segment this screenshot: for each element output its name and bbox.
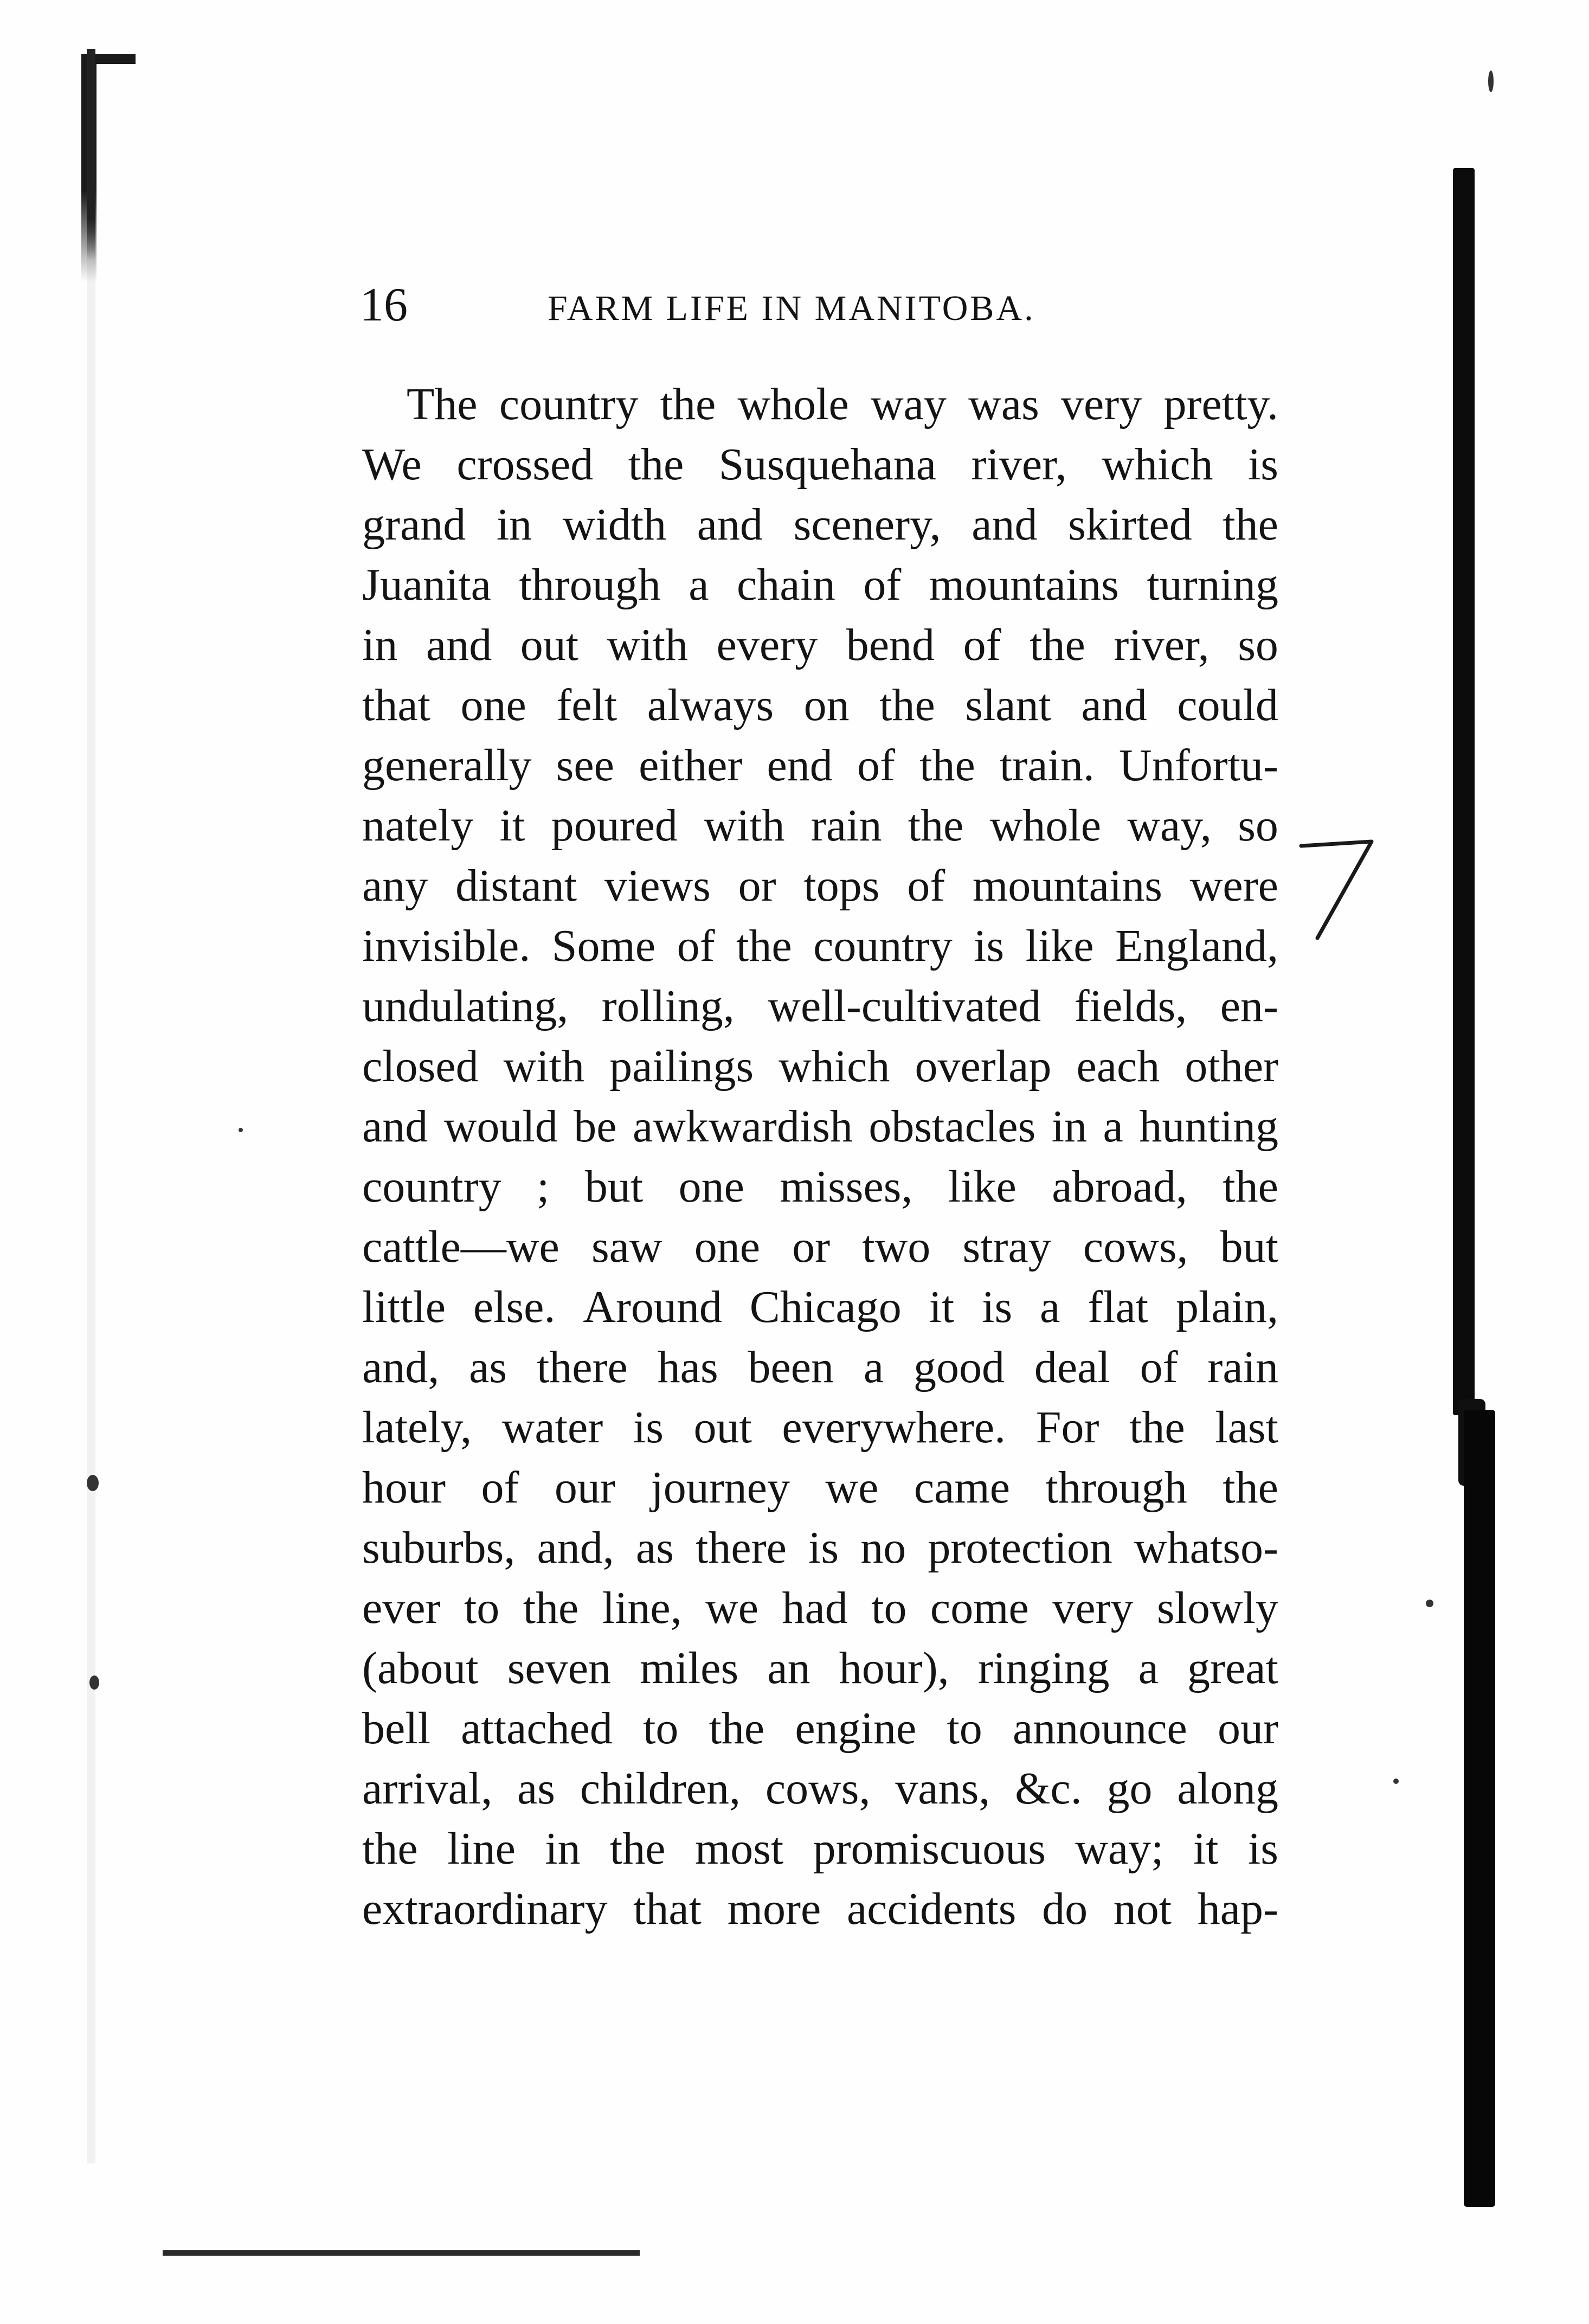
word: &c. xyxy=(1015,1763,1082,1814)
word: attached xyxy=(461,1703,613,1754)
word: and, xyxy=(537,1523,614,1573)
word: rolling, xyxy=(601,981,735,1031)
word: were xyxy=(1189,861,1278,911)
word: a xyxy=(863,1342,884,1392)
word: seven xyxy=(507,1643,611,1693)
word: invisible. xyxy=(362,921,531,971)
word: been xyxy=(748,1342,834,1392)
word: the xyxy=(1223,1161,1278,1212)
scan-bottom-edge xyxy=(163,2250,640,2256)
word: rain xyxy=(1207,1342,1278,1392)
word: country xyxy=(813,921,953,971)
word: to xyxy=(947,1703,982,1754)
text-line xyxy=(362,1036,1278,1096)
word: like xyxy=(1025,921,1094,971)
text-line xyxy=(362,1758,1278,1819)
word: obstacles xyxy=(869,1101,1036,1152)
word: slowly xyxy=(1156,1583,1278,1633)
word: the xyxy=(1223,1462,1278,1513)
scan-gutter-shadow xyxy=(1453,168,1475,1415)
word: whole xyxy=(989,800,1102,851)
word: one xyxy=(460,680,526,730)
page-number: 16 xyxy=(360,279,408,331)
word: line, xyxy=(602,1583,682,1633)
word: which xyxy=(1102,439,1213,490)
word: closed xyxy=(362,1041,479,1092)
word: everywhere. xyxy=(782,1402,1006,1453)
word: with xyxy=(503,1041,584,1092)
word: the xyxy=(362,1824,418,1874)
word: as xyxy=(635,1523,674,1573)
word: width xyxy=(562,499,667,550)
text-line xyxy=(362,1397,1278,1458)
word: on xyxy=(803,680,850,730)
scan-gutter-shadow xyxy=(1464,1410,1495,2207)
word: of xyxy=(907,861,945,911)
word: would xyxy=(443,1101,558,1152)
scan-speck xyxy=(1488,70,1494,92)
word: do xyxy=(1042,1884,1088,1934)
scan-speck xyxy=(89,1675,99,1690)
word: fields, xyxy=(1074,981,1187,1031)
word: could xyxy=(1177,680,1278,730)
word: it xyxy=(929,1282,955,1332)
word: of xyxy=(857,740,895,791)
word: plain, xyxy=(1175,1282,1278,1332)
word: like xyxy=(948,1161,1017,1212)
text-line xyxy=(362,1879,1278,1939)
word: go xyxy=(1106,1763,1153,1814)
text-line xyxy=(362,976,1278,1036)
word: Susquehana xyxy=(718,439,937,490)
text-line xyxy=(362,1698,1278,1758)
word: in xyxy=(362,620,398,670)
word: cows, xyxy=(1083,1222,1188,1272)
word: any xyxy=(362,861,428,911)
word: of xyxy=(863,560,902,610)
word: along xyxy=(1177,1763,1278,1814)
word: way xyxy=(870,379,947,429)
word: For xyxy=(1035,1402,1099,1453)
word: of xyxy=(963,620,1001,670)
word: turning xyxy=(1147,560,1278,610)
word: line xyxy=(447,1824,516,1874)
word: had xyxy=(782,1583,848,1633)
word: or xyxy=(792,1222,831,1272)
word: water xyxy=(501,1402,603,1453)
word: be xyxy=(574,1101,617,1152)
word: felt xyxy=(556,680,617,730)
word: scenery, xyxy=(793,499,941,550)
word: promiscuous xyxy=(813,1824,1046,1874)
word: and xyxy=(426,620,492,670)
word: pailings xyxy=(609,1041,754,1092)
word: either xyxy=(639,740,743,791)
word: is xyxy=(982,1282,1013,1332)
word: rain xyxy=(810,800,882,851)
word: so xyxy=(1238,800,1278,851)
page-header xyxy=(360,275,1282,335)
word: that xyxy=(633,1884,702,1934)
word: come xyxy=(930,1583,1029,1633)
word: is xyxy=(633,1402,664,1453)
word: distant xyxy=(455,861,577,911)
word: last xyxy=(1215,1402,1278,1453)
word: more xyxy=(727,1884,821,1934)
word: out xyxy=(520,620,579,670)
word: but xyxy=(1220,1222,1278,1272)
word: little xyxy=(362,1282,446,1332)
scan-speck xyxy=(1426,1600,1433,1607)
word: most xyxy=(694,1824,784,1874)
word: slant xyxy=(965,680,1051,730)
word: children, xyxy=(580,1763,741,1814)
text-line xyxy=(362,916,1278,976)
word: the xyxy=(609,1824,666,1874)
text-line xyxy=(362,1578,1278,1638)
word: each xyxy=(1076,1041,1160,1092)
word: country xyxy=(362,1161,501,1212)
word: crossed xyxy=(456,439,594,490)
word: the xyxy=(908,800,964,851)
word: not xyxy=(1113,1884,1172,1934)
word: journey xyxy=(651,1462,790,1513)
word: end xyxy=(767,740,833,791)
word: the xyxy=(919,740,975,791)
word: in xyxy=(545,1824,581,1874)
word: abroad, xyxy=(1052,1161,1187,1212)
text-line xyxy=(362,735,1278,795)
word: our xyxy=(554,1462,615,1513)
word: in xyxy=(1051,1101,1088,1152)
word: it xyxy=(1193,1824,1219,1874)
word: with xyxy=(607,620,689,670)
word: the xyxy=(660,379,716,429)
word: We xyxy=(362,439,422,490)
word: in xyxy=(496,499,532,550)
scan-speck xyxy=(239,1128,243,1132)
word: that xyxy=(362,680,430,730)
word: through xyxy=(1045,1462,1187,1513)
word: skirted xyxy=(1068,499,1192,550)
word: to xyxy=(643,1703,679,1754)
word: Around xyxy=(583,1282,722,1332)
word: see xyxy=(556,740,614,791)
word: and xyxy=(972,499,1038,550)
word: other xyxy=(1185,1041,1278,1092)
word: very xyxy=(1061,379,1142,429)
text-line xyxy=(362,495,1278,555)
word: mountains xyxy=(929,560,1119,610)
word: grand xyxy=(362,499,466,550)
word: the xyxy=(1129,1402,1185,1453)
word: cows, xyxy=(765,1763,871,1814)
word: pretty. xyxy=(1163,379,1278,429)
word: so xyxy=(1238,620,1278,670)
word: has xyxy=(657,1342,718,1392)
running-head: FARM LIFE IN MANITOBA. xyxy=(548,288,1035,328)
word: out xyxy=(693,1402,752,1453)
word: is xyxy=(974,921,1005,971)
word: suburbs, xyxy=(362,1523,516,1573)
word: announce xyxy=(1012,1703,1187,1754)
word: way, xyxy=(1127,800,1212,851)
word: or xyxy=(738,861,776,911)
text-line xyxy=(362,434,1278,495)
word: extraordinary xyxy=(362,1884,608,1934)
word: tops xyxy=(803,861,880,911)
word: with xyxy=(704,800,785,851)
text-line xyxy=(362,795,1278,856)
word: and xyxy=(1081,680,1147,730)
word: the xyxy=(736,921,792,971)
word: generally xyxy=(362,740,532,791)
word: poured xyxy=(551,800,678,851)
word: England, xyxy=(1115,921,1278,971)
text-line xyxy=(362,1458,1278,1518)
word: hunting xyxy=(1139,1101,1278,1152)
word: every xyxy=(716,620,818,670)
word: ever xyxy=(362,1583,441,1633)
word: awkwardish xyxy=(633,1101,853,1152)
word: is xyxy=(1247,439,1278,490)
word: through xyxy=(519,560,661,610)
word: and xyxy=(362,1101,428,1152)
word: else. xyxy=(473,1282,556,1332)
word: engine xyxy=(795,1703,917,1754)
scan-speck xyxy=(1393,1779,1399,1784)
word: a xyxy=(1138,1643,1159,1693)
word: vans, xyxy=(895,1763,990,1814)
word: the xyxy=(523,1583,579,1633)
text-line xyxy=(362,1638,1278,1698)
word: there xyxy=(696,1523,787,1573)
word: (about xyxy=(362,1643,479,1693)
word: the xyxy=(1030,620,1085,670)
word: a xyxy=(1103,1101,1123,1152)
word: the xyxy=(709,1703,765,1754)
word: way; xyxy=(1075,1824,1164,1874)
word: whatso- xyxy=(1134,1523,1278,1573)
word: whole xyxy=(737,379,849,429)
word: good xyxy=(913,1342,1005,1392)
word: of xyxy=(677,921,715,971)
text-line xyxy=(362,1277,1278,1337)
text-line xyxy=(362,1157,1278,1217)
word: we xyxy=(825,1462,879,1513)
word: Juanita xyxy=(362,560,491,610)
word: mountains xyxy=(972,861,1162,911)
word: hour), xyxy=(839,1643,949,1693)
word: arrival, xyxy=(362,1763,493,1814)
word: very xyxy=(1052,1583,1134,1633)
scan-edge-shadow xyxy=(87,49,95,2163)
text-line xyxy=(362,1518,1278,1578)
word: but xyxy=(584,1161,644,1212)
word: the xyxy=(1223,499,1278,550)
word: and xyxy=(697,499,763,550)
text-line xyxy=(362,1819,1278,1879)
word: bell xyxy=(362,1703,430,1754)
word: chain xyxy=(737,560,835,610)
word: is xyxy=(1247,1824,1278,1874)
word: it xyxy=(499,800,525,851)
text-line xyxy=(362,856,1278,916)
word: came xyxy=(913,1462,1011,1513)
word: well-cultivated xyxy=(768,981,1041,1031)
word: of xyxy=(481,1462,519,1513)
word: river, xyxy=(971,439,1067,490)
word: hap- xyxy=(1197,1884,1278,1934)
word: the xyxy=(628,439,684,490)
word: country xyxy=(499,379,639,429)
word: ; xyxy=(537,1161,550,1212)
word: misses, xyxy=(780,1161,913,1212)
word: of xyxy=(1140,1342,1178,1392)
word: protection xyxy=(928,1523,1112,1573)
text-line xyxy=(362,675,1278,735)
word: miles xyxy=(640,1643,739,1693)
word: river, xyxy=(1114,620,1210,670)
word: a xyxy=(1040,1282,1060,1332)
word: train. xyxy=(999,740,1095,791)
word: undulating, xyxy=(362,981,569,1031)
word: our xyxy=(1217,1703,1278,1754)
word: to xyxy=(464,1583,500,1633)
word: the xyxy=(879,680,935,730)
scan-speck xyxy=(87,1475,99,1491)
word: lately, xyxy=(362,1402,472,1453)
word: great xyxy=(1187,1643,1278,1693)
word: as xyxy=(469,1342,507,1392)
word: cattle—we xyxy=(362,1222,559,1272)
word: we xyxy=(705,1583,759,1633)
word: Chicago xyxy=(749,1282,902,1332)
word: an xyxy=(767,1643,810,1693)
word: as xyxy=(517,1763,555,1814)
word: views xyxy=(604,861,711,911)
word: to xyxy=(871,1583,907,1633)
handwritten-seven-mark xyxy=(1296,835,1377,943)
word: a xyxy=(689,560,709,610)
word: ringing xyxy=(977,1643,1110,1693)
word: is xyxy=(808,1523,839,1573)
text-line xyxy=(362,615,1278,675)
word: one xyxy=(678,1161,744,1212)
word: always xyxy=(647,680,774,730)
word: accidents xyxy=(846,1884,1017,1934)
word: deal xyxy=(1034,1342,1110,1392)
body-text xyxy=(362,374,1278,1939)
word: there xyxy=(536,1342,628,1392)
word: which xyxy=(779,1041,890,1092)
word: Unfortu- xyxy=(1119,740,1278,791)
text-line xyxy=(362,555,1278,615)
word: hour xyxy=(362,1462,446,1513)
text-line xyxy=(362,1096,1278,1157)
text-line xyxy=(362,1337,1278,1397)
word: The xyxy=(407,379,478,429)
word: no xyxy=(860,1523,906,1573)
word: was xyxy=(968,379,1039,429)
word: two xyxy=(862,1222,931,1272)
text-line xyxy=(362,374,1278,434)
word: Some xyxy=(551,921,656,971)
word: one xyxy=(694,1222,761,1272)
word: saw xyxy=(591,1222,662,1272)
word: overlap xyxy=(915,1041,1052,1092)
word: stray xyxy=(962,1222,1051,1272)
word: flat xyxy=(1088,1282,1149,1332)
word: bend xyxy=(846,620,935,670)
word: nately xyxy=(362,800,474,851)
word: and, xyxy=(362,1342,440,1392)
text-line xyxy=(362,1217,1278,1277)
word: en- xyxy=(1220,981,1278,1031)
